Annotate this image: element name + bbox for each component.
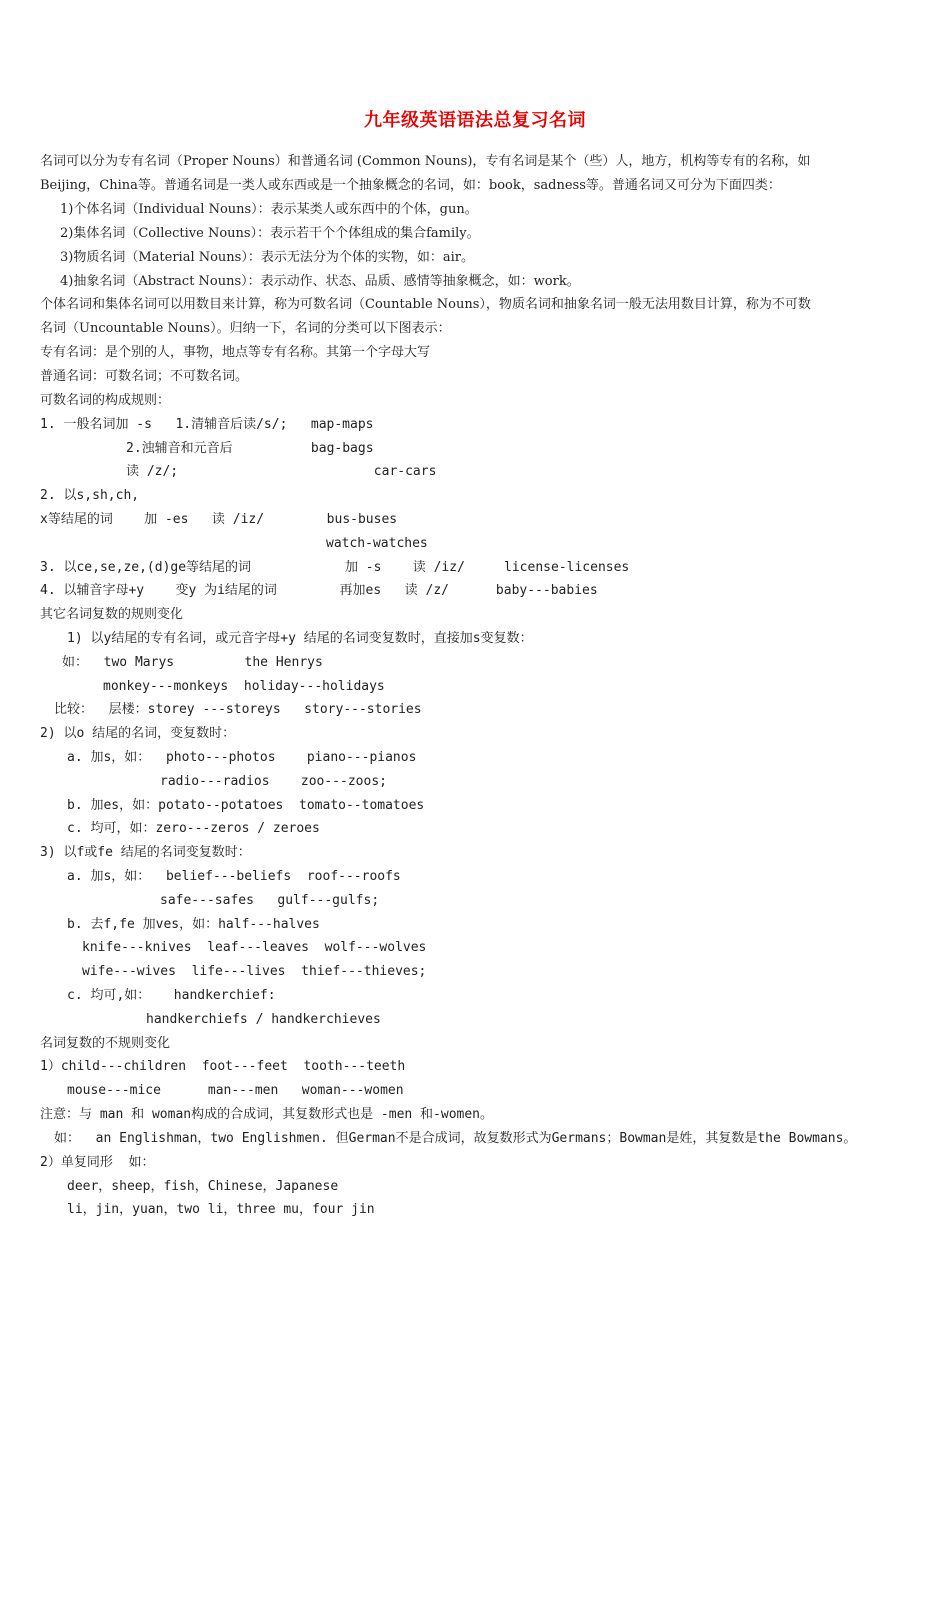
other-rules-heading: 其它名词复数的规则变化 <box>40 607 184 622</box>
rule-f-line-b2: knife---knives leaf---leaves wolf---wolves <box>82 940 427 955</box>
rule-o-heading: 2) 以o 结尾的名词，变复数时： <box>40 726 236 741</box>
same-form-line-1: deer，sheep，fish，Chinese，Japanese <box>67 1179 339 1194</box>
category-collective: 2)集体名词（Collective Nouns）：表示若干个个体组成的集合family。 <box>60 226 480 241</box>
rule-2-line-3: watch-watches <box>326 536 428 551</box>
rule-o-line-b: b. 加es，如：potato--potatoes tomato--tomatoes <box>67 798 425 813</box>
rule-y-line-3: monkey---monkeys holiday---holidays <box>103 679 385 694</box>
rule-f-line-b3: wife---wives life---lives thief---thieves; <box>82 964 427 979</box>
rule-2-line-2: x等结尾的词 加 -es 读 /iz/ bus-buses <box>40 512 398 527</box>
rule-f-line-a1: a. 加s，如： belief---beliefs roof---roofs <box>67 869 401 884</box>
intro-line-2: Beijing，China等。普通名词是一类人或东西或是一个抽象概念的名词，如：book，sadness等。普通名词又可分为下面四类： <box>40 178 781 193</box>
irregular-line-1: 1）child---children foot---feet tooth---teeth <box>40 1059 406 1074</box>
irregular-heading: 名词复数的不规则变化 <box>40 1036 171 1051</box>
category-abstract: 4)抽象名词（Abstract Nouns）：表示动作、状态、品质、感情等抽象概念，如：work。 <box>60 274 580 289</box>
rule-y-line-1: 1) 以y结尾的专有名词，或元音字母+y 结尾的名词变复数时，直接加s变复数： <box>67 631 533 646</box>
rule-o-line-a2: radio---radios zoo---zoos; <box>160 774 387 789</box>
countable-line-1: 个体名词和集体名词可以用数目来计算，称为可数名词（Countable Nouns），物质名词和抽象名词一般无法用数目计算，称为不可数 <box>40 297 811 312</box>
intro-line-1: 名词可以分为专有名词（Proper Nouns）和普通名词 (Common Nouns)，专有名词是某个（些）人，地方，机构等专有的名称，如 <box>40 154 811 169</box>
rule-1-line-3: 读 /z/; car-cars <box>126 464 437 479</box>
rule-o-line-a1: a. 加s，如： photo---photos piano---pianos <box>67 750 417 765</box>
rule-f-heading: 3) 以f或fe 结尾的名词变复数时： <box>40 845 251 860</box>
rule-1-line-2: 2.浊辅音和元音后 bag-bags <box>126 441 374 456</box>
note-line-1: 注意：与 man 和 woman构成的合成词，其复数形式也是 -men 和-women。 <box>40 1107 494 1122</box>
same-form-line-2: li，jin，yuan，two li，three mu，four jin <box>67 1202 375 1217</box>
proper-noun-line: 专有名词：是个别的人，事物，地点等专有名称。其第一个字母大写 <box>40 345 431 360</box>
page-title: 九年级英语语法总复习名词 <box>364 110 586 131</box>
rule-3-line: 3. 以ce,se,ze,(d)ge等结尾的词 加 -s 读 /iz/ license-licenses <box>40 560 630 575</box>
irregular-line-2: mouse---mice man---men woman---women <box>67 1083 404 1098</box>
rule-4-line: 4. 以辅音字母+y 变y 为i结尾的词 再加es 读 /z/ baby---babies <box>40 583 598 598</box>
rule-y-line-4: 比较： 层楼：storey ---storeys story---stories <box>54 702 422 717</box>
rule-f-line-a2: safe---safes gulf---gulfs; <box>160 893 380 908</box>
rule-f-line-c1: c. 均可,如： handkerchief: <box>67 988 276 1003</box>
same-form-heading: 2）单复同形 如： <box>40 1155 155 1170</box>
rules-heading: 可数名词的构成规则： <box>40 393 171 408</box>
rule-f-line-b1: b. 去f,fe 加ves，如：half---halves <box>67 917 320 932</box>
rule-f-line-c2: handkerchiefs / handkerchieves <box>146 1012 381 1027</box>
rule-1-line-1: 1. 一般名词加 -s 1.清辅音后读/s/; map-maps <box>40 417 374 432</box>
category-individual: 1)个体名词（Individual Nouns）：表示某类人或东西中的个体，gun。 <box>60 202 478 217</box>
rule-y-line-2: 如： two Marys the Henrys <box>62 655 323 670</box>
category-material: 3)物质名词（Material Nouns）：表示无法分为个体的实物，如：air。 <box>60 250 474 265</box>
rule-2-line-1: 2. 以s,sh,ch, <box>40 488 140 503</box>
common-noun-line: 普通名词：可数名词；不可数名词。 <box>40 369 249 384</box>
countable-line-2: 名词（Uncountable Nouns）。归纳一下，名词的分类可以下图表示： <box>40 321 451 336</box>
rule-o-line-c: c. 均可，如：zero---zeros / zeroes <box>67 821 320 836</box>
note-line-2: 如： an Englishman，two Englishmen. 但German不是合成词，故复数形式为Germans；Bowman是姓，其复数是the Bowmans。 <box>54 1131 857 1146</box>
